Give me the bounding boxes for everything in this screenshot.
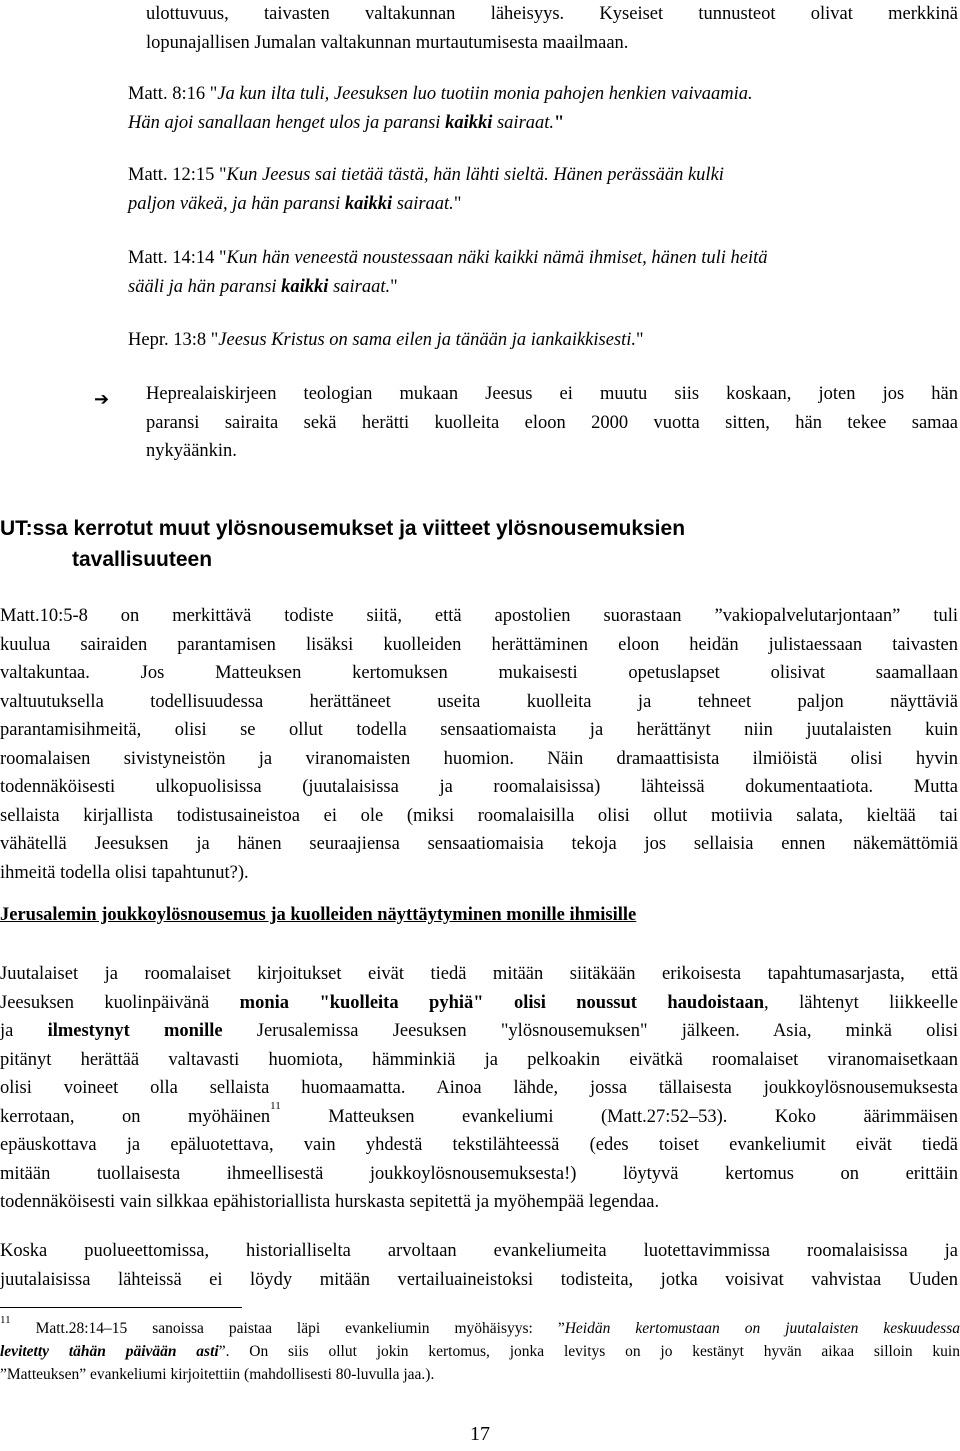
text-line: ihmeitä todella olisi tapahtunut?). [0,862,249,883]
footnote-quote: levitetty tähän päivään asti [0,1343,219,1360]
quote-text: Ja kun ilta tuli, Jeesuksen luo tuotiin monia pahojen henkien vaivaamia. [217,84,753,104]
footnote [0,1314,960,1386]
footnote-text: Matt.28:14–15 sanoissa paistaa läpi evankeliumin myöhäisyys: ” [10,1320,565,1337]
bible-quote-matt-14-14 [128,244,958,301]
quote-close: " [453,193,462,214]
top-paragraph [146,0,958,57]
text-line: Heprealaiskirjeen teologian mukaan Jeesus ei muutu siis koskaan, joten jos hän [146,384,958,404]
emphasis-kaikki: kaikki [344,193,393,214]
quote-text: sairaat. [328,276,391,297]
footnote-marker: 11 [270,1099,281,1112]
quote-text: paljon väkeä, ja hän paransi [128,193,345,214]
quote-close: " [636,330,644,350]
text-line: ulottuvuus, taivasten valtakunnan läheisyys. Kyseiset tunnusteot olivat merkkinä [146,4,958,24]
text-line: Juutalaiset ja roomalaiset kirjoitukset eivät tiedä mitään siitäkään erikoisesta tapahtumasarjasta, että [0,964,958,984]
text-segment: Jerusalemissa Jeesuksen "ylösnousemuksen" jälkeen. Asia, minkä olisi [222,1021,958,1041]
quote-text: Kun hän veneestä noustessaan näki kaikki nämä ihmiset, hänen tuli heitä [226,248,768,268]
text-line: pitänyt herättää valtavasti huomiota, hämminkiä ja pelkoakin eivätkä roomalaiset viranomaisetkaan [0,1049,958,1070]
text-segment: Matteuksen evankeliumi (Matt.27:52–53). Koko äärimmäisen [280,1106,958,1127]
text-line: mitään tuollaisesta ihmeellisestä joukkoylösnousemuksesta!) löytyvä kertomus on erittäin [0,1163,958,1184]
text-line: roomalaisen sivistyneistön ja viranomaisten huomion. Näin dramaattisista ilmiöistä olisi hyvin [0,748,958,769]
footnote-divider [0,1307,242,1308]
paragraph-sources [0,1237,958,1294]
bible-quote-matt-12-15 [128,161,958,218]
quote-reference: Hepr. 13:8 " [128,330,219,350]
text-line: sellaista kirjallista todistusaineistoa ei ole (miksi roomalaisilla olisi ollut motiivia salata, kieltää tai [0,805,958,826]
arrow-paragraph [146,380,958,466]
quote-text: Jeesus Kristus on sama eilen ja tänään ja iankaikkisesti. [218,330,637,350]
emphasis-kaikki: kaikki [281,276,329,297]
emphasis-text: ilmestynyt monille [47,1021,223,1041]
text-line: juutalaisissa lähteissä ei löydy mitään vertailuaineistoksi todisteita, jotka voisivat vahvistaa Uuden [0,1269,958,1290]
section-heading [0,513,960,575]
quote-text: Kun Jeesus sai tietää tästä, hän lähti sieltä. Hänen perässään kulki [226,165,724,185]
text-line: lopunajallisen Jumalan valtakunnan murtautumisesta maailmaan. [146,32,629,53]
bible-quote-hepr-13-8 [128,326,958,355]
text-line: kuulua sairaiden parantamisen lisäksi kuolleiden herättäminen eloon heidän julistaessaan taivasten [0,634,958,655]
text-segment: , lähtenyt liikkeelle [764,992,958,1013]
page-number: 17 [470,1423,490,1445]
text-line: epäuskottava ja epäluotettava, vain yhdestä tekstilähteessä (edes toiset evankeliumit eivät tiedä [0,1135,958,1155]
footnote-number: 11 [0,1314,11,1326]
bible-quote-matt-8-16 [128,80,958,137]
text-line: nykyäänkin. [146,441,237,461]
text-line: todennäköisesti ulkopuolisissa (juutalaisissa ja roomalaisissa) lähteissä dokumentaatiota. Mutta [0,777,958,797]
text-line: Koska puolueettomissa, historialliselta arvoltaan evankeliumeita luotettavimmissa roomalaisissa ja [0,1241,958,1261]
text-line: todennäköisesti vain silkkaa epähistoriallista hurskasta sepitettä ja myöhempää legendaa. [0,1192,660,1212]
text-line: Matt.10:5-8 on merkittävä todiste siitä, että apostolien suorastaan ”vakiopalvelutarjontaan” tuli [0,606,958,626]
emphasis-kaikki: kaikki [445,112,493,133]
quote-close: " [390,276,398,297]
text-line: paransi sairaita sekä herätti kuolleita eloon 2000 vuotta sitten, hän tekee samaa [146,412,958,433]
text-line: vähätellä Jeesuksen ja hänen seuraajiensa sensaatiomaisia tekoja jos sellaisia ennen näkemättömiä [0,834,958,854]
text-line: valtuutuksella todellisuudessa herättäneet useita kuolleita ja tehneet paljon näyttäviä [0,691,958,712]
paragraph-jerusalem [0,960,958,1217]
quote-text: sairaat. [392,193,454,214]
subsection-heading: Jerusalemin joukkoylösnousemus ja kuolleiden näyttäytyminen monille ihmisille [0,905,637,925]
quote-reference: Matt. 12:15 " [128,165,227,185]
footnote-text: ”Matteuksen” evankeliumi kirjoitettiin (mahdollisesti 80-luvulla jaa.). [0,1366,435,1383]
text-segment: ja [0,1021,48,1041]
footnote-text: ”. On siis ollut jokin kertomus, jonka levitys on jo kestänyt hyvän aikaa silloin kuin [218,1343,960,1360]
text-segment: kerrotaan, on myöhäinen [0,1106,271,1127]
quote-reference: Matt. 8:16 " [128,84,218,104]
quote-text: sairaat. [492,112,555,133]
heading-line: tavallisuuteen [72,548,213,571]
quote-text: sääli ja hän paransi [128,276,282,297]
arrow-right-icon: ➔ [94,389,110,409]
text-line: valtakuntaa. Jos Matteuksen kertomuksen mukaisesti opetuslapset olisivat saamallaan [0,663,958,683]
paragraph-matt-10 [0,602,958,887]
text-line: parantamisihmeitä, olisi se ollut todella sensaatiomaista ja herättänyt niin juutalaisten kuin [0,720,958,740]
footnote-quote: Heidän kertomustaan on juutalaisten keskuudessa [564,1320,960,1337]
heading-line: UT:ssa kerrotut muut ylösnousemukset ja viitteet ylösnousemuksien [0,517,686,540]
quote-text: Hän ajoi sanallaan henget ulos ja paransi [128,112,446,133]
quote-reference: Matt. 14:14 " [128,248,227,268]
emphasis-text: monia "kuolleita pyhiä" olisi noussut haudoistaan [239,992,765,1013]
quote-close: " [554,112,565,133]
text-line: olisi voineet olla sellaista huomaamatta. Ainoa lähde, jossa tällaisesta joukkoylösnousemuksesta [0,1078,958,1098]
text-segment: Jeesuksen kuolinpäivänä [0,992,240,1013]
